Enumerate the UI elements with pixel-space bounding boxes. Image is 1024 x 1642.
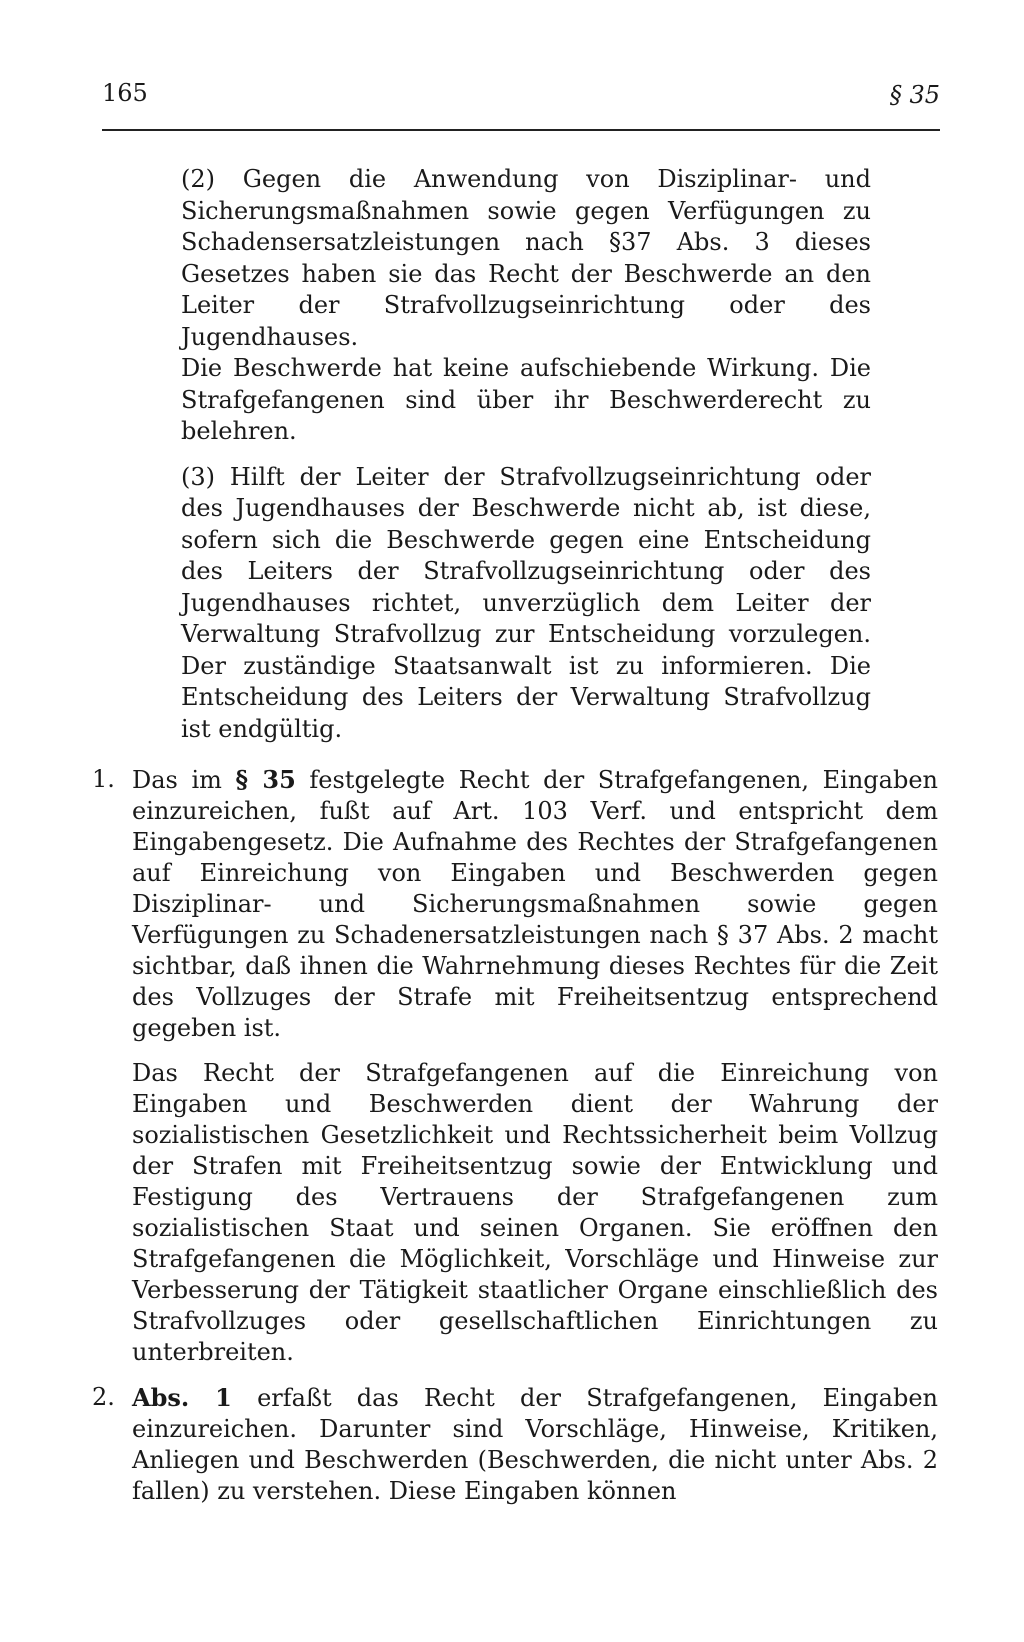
- item-body-text: festgelegte Recht der Strafgefangenen, Eingaben einzureichen, fußt auf Art. 103 Verf. und entspricht dem Eingabengesetz. Die Aufnahme des Rechtes der Strafgefangenen auf Einreichung von Eingaben und Beschwerden gegen Disziplinar- und Sicherungsmaßnahmen sowie gegen Verfügungen zu Schadenersatzleistungen nach § 37 Abs. 2 macht sichtbar, daß ihnen die Wahrnehmung dieses Rechtes für die Zeit des Vollzuges der Strafe mit Freiheitsentzug entsprechend gegeben ist.: [132, 766, 938, 1042]
- commentary-item-1-paragraph-2: Das Recht der Strafgefangenen auf die Einreichung von Eingaben und Beschwerden dient der Wahrung der sozialistischen Gesetzlichkeit und Rechtssicherheit beim Vollzug der Strafen mit Freiheitsentzug sowie der Entwicklung und Festigung des Vertrauens der Strafgefangenen zum sozialistischen Staat und seinen Organen. Sie eröffnen den Strafgefangenen die Möglichkeit, Vorschläge und Hinweise zur Verbesserung der Tätigkeit staatlicher Organe einschließlich des Strafvollzuges oder gesellschaftlichen Einrichtungen zu unterbreiten.: [132, 1059, 938, 1366]
- law-paragraph-2: (2) Gegen die Anwendung von Disziplinar- und Sicherungsmaßnahmen sowie gegen Verfügungen zu Schadensersatzleistungen nach §37 Abs. 3 dieses Gesetzes haben sie das Recht der Beschwerde an den Leiter der Strafvollzugseinrichtung oder des Jugendhauses.: [181, 165, 871, 351]
- law-paragraph-2-effect: Die Beschwerde hat keine aufschiebende Wirkung. Die Strafgefangenen sind über ihr Beschwerderecht zu belehren.: [181, 354, 871, 445]
- law-paragraph-3: (3) Hilft der Leiter der Strafvollzugseinrichtung oder des Jugendhauses der Beschwerde nicht ab, ist diese, sofern sich die Beschwerde gegen eine Entscheidung des Leiters der Strafvollzugseinrichtung oder des Jugendhauses richtet, unverzüglich dem Leiter der Verwaltung Strafvollzug zur Entscheidung vorzulegen. Der zuständige Staatsanwalt ist zu informieren. Die Entscheidung des Leiters der Verwaltung Strafvollzug ist endgültig.: [181, 462, 871, 743]
- commentary-block: [92, 764, 938, 1507]
- law-text-block: [181, 164, 871, 745]
- section-reference: § 35: [235, 765, 296, 794]
- item-number: 1.: [92, 765, 115, 793]
- commentary-item-1-paragraph-1: [132, 764, 938, 1044]
- paragraph-reference: Abs. 1: [132, 1383, 232, 1412]
- commentary-item-2: [92, 1382, 938, 1507]
- commentary-item-1: [92, 764, 938, 1368]
- section-heading: § 35: [889, 81, 940, 109]
- item-number: 2.: [92, 1383, 115, 1411]
- header-rule: [102, 129, 940, 131]
- page-header: [102, 78, 940, 128]
- item-body-text: erfaßt das Recht der Strafgefangenen, Eingaben einzureichen. Darunter sind Vorschläge, Hinweise, Kritiken, Anliegen und Beschwerden (Beschwerden, die nicht unter Abs. 2 fallen) zu verstehen. Diese Eingaben können: [132, 1384, 938, 1505]
- page-number: 165: [102, 79, 148, 107]
- commentary-item-2-paragraph-1: [132, 1382, 938, 1507]
- item-lead-text: Das im: [132, 766, 236, 794]
